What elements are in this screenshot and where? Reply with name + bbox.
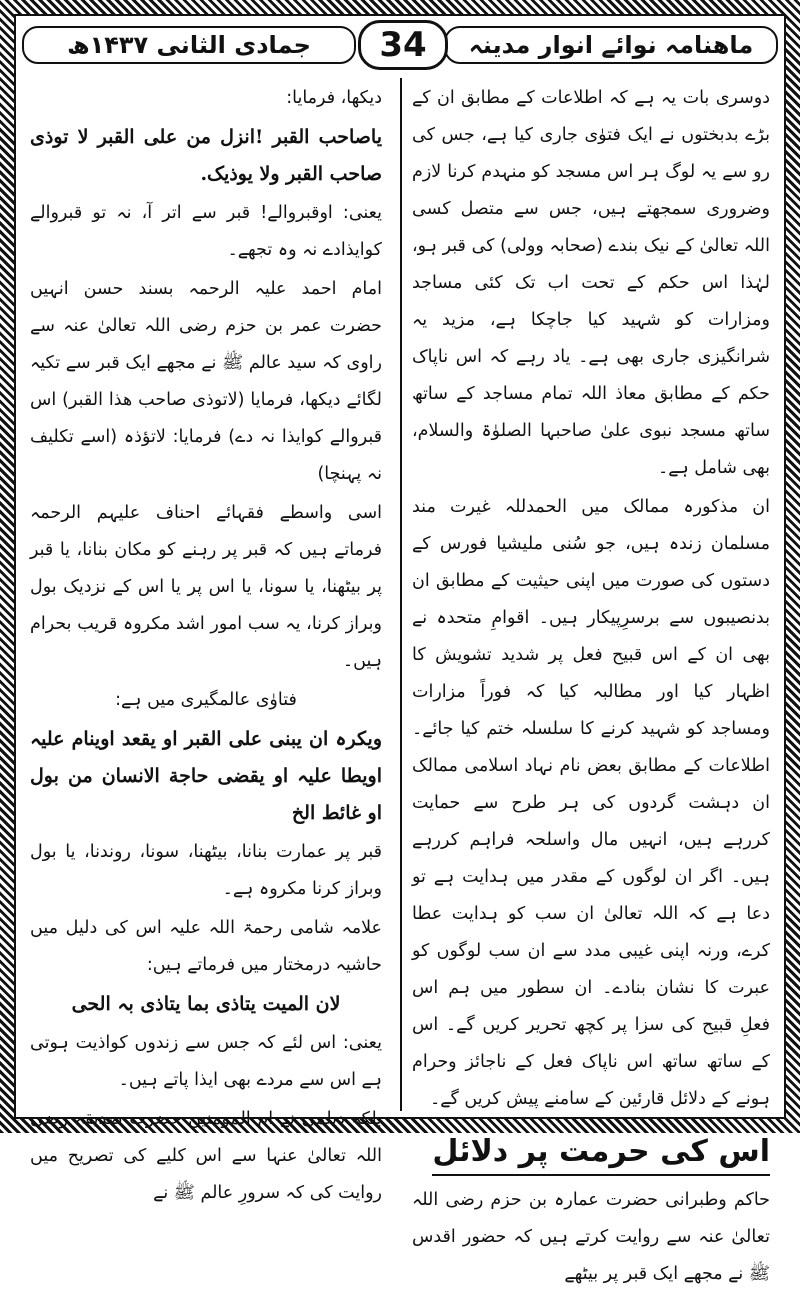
- left-column: [30, 80, 382, 1203]
- section-heading: اس کی حرمت پر دلائل: [432, 1130, 770, 1176]
- arabic-quote: ویکرہ ان یبنی علی القبر او یقعد اوینام علیہ اویطا علیہ او یقضی حاجة الانسان من بول او غائط الخ: [30, 728, 382, 824]
- section-heading-wrap: [412, 1120, 770, 1182]
- paragraph: قبر پر عمارت بنانا، بیٹھنا، سونا، روندنا، یا بول وبراز کرنا مکروہ ہے۔: [30, 842, 382, 899]
- paragraph: فتاوٰی عالمگیری میں ہے:: [115, 690, 297, 710]
- right-column: [412, 80, 770, 1284]
- arabic-quote: یاصاحب القبر !انزل من علی القبر لا توذی صاحب القبر ولا یوذیک.: [30, 126, 382, 185]
- page-number: 34: [358, 20, 448, 70]
- paragraph: یعنی: اس لئے کہ جس سے زندوں کواذیت ہوتی ہے اس سے مردے بھی ایذا پاتے ہیں۔: [30, 1033, 382, 1090]
- paragraph: امام احمد علیہ الرحمہ بسند حسن انہیں حضرت عمر بن حزم رضی اللہ تعالیٰ عنہ سے راوی کہ سید عالم ﷺ نے مجھے ایک قبر سے تکیہ لگائے دیکھا، فرمایا (لاتوذی صاحب هذا القبر) اس قبروالے کوایذا نہ دے) فرمایا: لاتؤذہ (اسے تکلیف نہ پہنچا): [30, 279, 382, 484]
- paragraph: یعنی: اوقبروالے! قبر سے اتر آ، نہ تو قبروالے کوایذادے نہ وہ تجھے۔: [30, 203, 382, 260]
- paragraph: حاکم وطبرانی حضرت عمارہ بن حزم رضی اللہ تعالیٰ عنہ سے روایت کرتے ہیں کہ حضور اقدس ﷺ نے مجھے ایک قبر پر بیٹھے: [412, 1190, 770, 1284]
- issue-month: جمادی الثانی ۱۴۳۷ھ: [22, 26, 356, 64]
- paragraph: بلکہ دیلمی نے ام المومنین حضرت صدیقہ رضی اللہ تعالیٰ عنہا سے اس کلیے کی تصریح میں روایت کی کہ سرورِ عالم ﷺ نے: [30, 1109, 382, 1203]
- paragraph: ان مذکورہ ممالک میں الحمدللہ غیرت مند مسلمان زندہ ہیں، جو سُنی ملیشیا فورس کے دستوں کی صورت میں اپنی حیثیت کے مطابق ان بدنصیبوں سے برسرِپیکار ہیں۔ اقوامِ متحدہ نے بھی ان کے اس قبیح فعل پر شدید تشویش کا اظہار کیا اور مطالبہ کیا کہ فوراً مزارات ومساجد کو شہید کرنے کا سلسلہ ختم کیا جائے۔ اطلاعات کے مطابق بعض نام نہاد اسلامی ممالک ان دہشت گردوں کی ہر طرح سے حمایت کررہے ہیں، انہیں مال واسلحہ فراہم کررہے ہیں۔ اگر ان لوگوں کے مقدر میں ہدایت ہے تو دعا ہے کہ اللہ تعالیٰ ان سب کو ہدایت عطا کرے، ورنہ اپنی غیبی مدد سے ان سب لوگوں کو عبرت کا نشان بنادے۔ ان سطور میں ہم اس فعلِ قبیح کی سزا پر کچھ تحریر کریں گے۔ اس کے ساتھ ساتھ اس ناپاک فعل کے ناجائز وحرام ہونے کے دلائل قارئین کے سامنے پیش کریں گے۔: [412, 497, 770, 1109]
- page-header: [22, 20, 778, 66]
- column-divider: [400, 78, 402, 1111]
- magazine-title: ماهنامہ نوائے انوار مدینہ: [444, 26, 778, 64]
- arabic-quote: لان المیت یتاذی بما یتاذی بہ الحی: [71, 993, 341, 1015]
- paragraph: اسی واسطے فقہائے احناف علیہم الرحمہ فرماتے ہیں کہ قبر پر رہنے کو مکان بنانا، یا قبر پر بیٹھنا، یا سونا، یا اس پر یا اس کے نزدیک بول وبراز کرنا، یہ سب امور اشد مکروہ قریب بحرام ہیں۔: [30, 503, 382, 671]
- paragraph: دوسری بات یہ ہے کہ اطلاعات کے مطابق ان کے بڑے بدبختوں نے ایک فتوٰی جاری کیا ہے، جس کی رو سے یہ لوگ ہر اس مسجد کو منہدم کرنا لازم وضروری سمجھتے ہیں، جس سے متصل کسی اللہ تعالیٰ کے نیک بندے (صحابہ وولی) کی قبر ہو، لہٰذا اس حکم کے تحت اب تک کئی مساجد ومزارات کو شہید کیا جاچکا ہے، مزید یہ شرانگیزی جاری بھی ہے۔ یاد رہے کہ اس ناپاک حکم کے مطابق معاذ اللہ تمام مساجد کے ساتھ ساتھ مسجد نبوی علیٰ صاحبہا الصلوٰۃ والسلام، بھی شامل ہے۔: [412, 88, 770, 478]
- paragraph: علامہ شامی رحمۃ اللہ علیہ اس کی دلیل میں حاشیہ درمختار میں فرماتے ہیں:: [30, 918, 382, 975]
- paragraph: دیکھا، فرمایا:: [286, 88, 382, 108]
